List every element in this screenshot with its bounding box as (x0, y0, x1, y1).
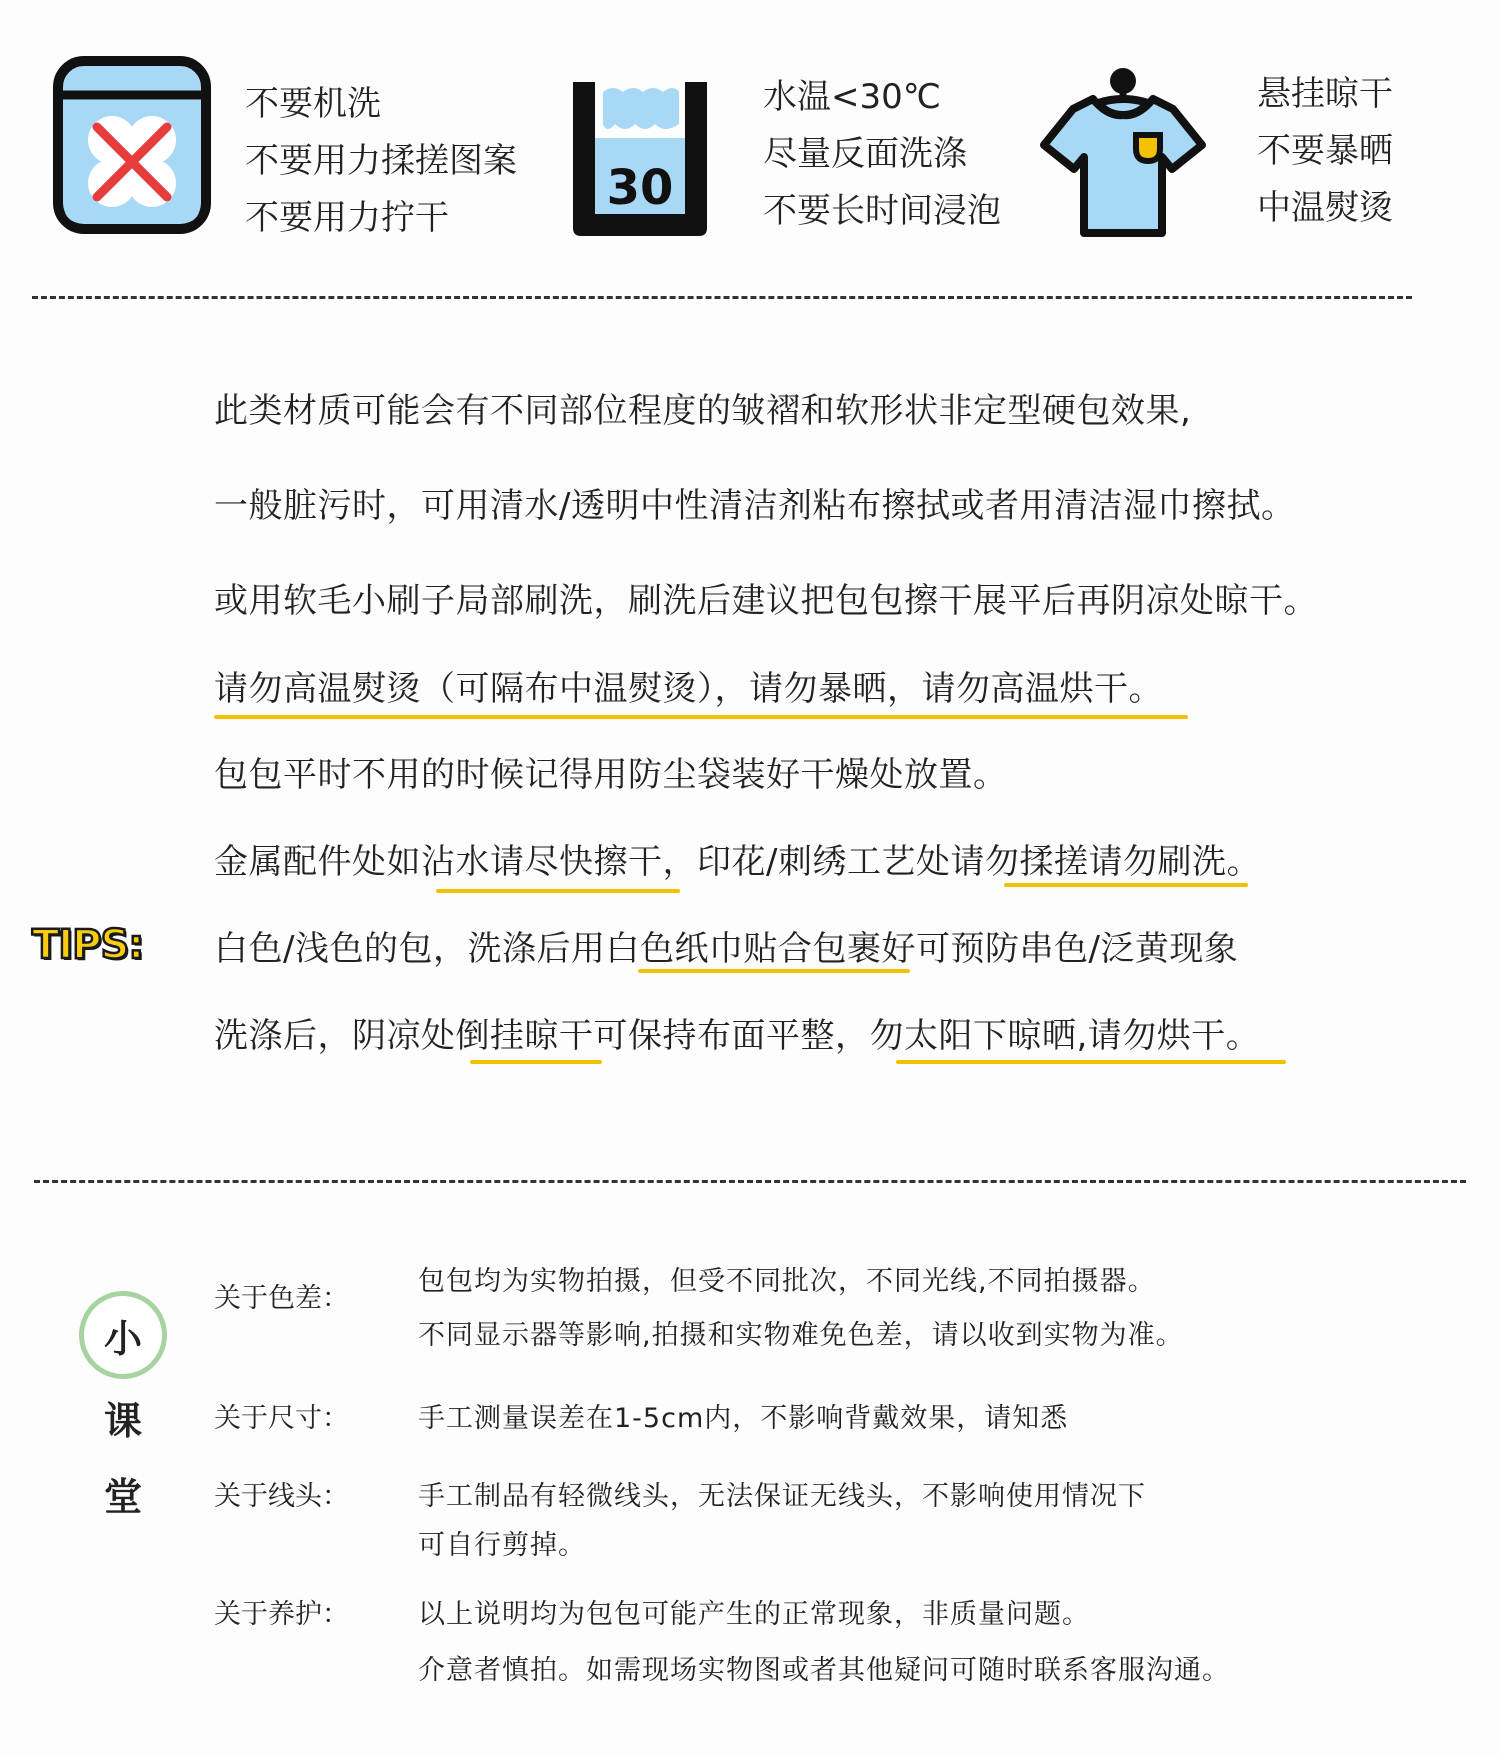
small-class-badge: 小 (79, 1291, 167, 1379)
tip-line: 或用软毛小刷子局部刷洗，刷洗后建议把包包擦干展平后再阴凉处晾干。 (214, 581, 1318, 621)
wash-care-text (245, 76, 517, 247)
faq-text: 介意者慎拍。如需现场实物图或者其他疑问可随时联系客服沟通。 (418, 1655, 1230, 1686)
tip-line: 金属配件处如沾水请尽快擦干，印花/刺绣工艺处请勿揉搓请勿刷洗。 (214, 842, 1261, 882)
care-line: 不要用力拧干 (245, 198, 449, 238)
faq-label-thread: 关于线头： (214, 1481, 349, 1512)
divider-middle (34, 1180, 1466, 1183)
small-class-char: 课 (104, 1399, 143, 1443)
highlight-underline (436, 889, 680, 893)
tip-line: 一般脏污时，可用清水/透明中性清洁剂粘布擦拭或者用清洁湿巾擦拭。 (214, 486, 1296, 526)
wash-30-icon (565, 78, 715, 240)
highlight-underline (470, 1060, 602, 1064)
wash-temp-label: 30 (606, 160, 674, 216)
care-line: 水温<30℃ (763, 77, 941, 117)
highlight-underline (896, 1060, 1286, 1064)
faq-text: 以上说明均为包包可能产生的正常现象，非质量问题。 (418, 1599, 1090, 1630)
faq-text: 手工测量误差在1-5cm内，不影响背戴效果，请知悉 (418, 1403, 1069, 1434)
faq-text: 包包均为实物拍摄，但受不同批次，不同光线,不同拍摄器。 (418, 1266, 1156, 1297)
tip-line: 此类材质可能会有不同部位程度的皱褶和软形状非定型硬包效果, (214, 391, 1192, 431)
care-line: 不要机洗 (245, 84, 381, 124)
faq-text: 不同显示器等影响,拍摄和实物难免色差，请以收到实物为准。 (418, 1320, 1184, 1351)
hang-dry-shirt-icon (1038, 65, 1208, 240)
dry-care-text (1257, 66, 1393, 237)
faq-label-size: 关于尺寸： (214, 1403, 349, 1434)
care-line: 悬挂晾干 (1257, 74, 1393, 114)
no-machine-wash-icon (52, 55, 212, 235)
care-line: 尽量反面洗涤 (763, 134, 967, 174)
tip-line: 白色/浅色的包，洗涤后用白色纸巾贴合包裹好可预防串色/泛黄现象 (214, 929, 1239, 969)
tips-badge: TIPS: (32, 922, 144, 968)
divider-top (32, 296, 1412, 299)
faq-label-care: 关于养护： (214, 1599, 349, 1630)
care-icons-row (0, 0, 1500, 260)
faq-text: 可自行剪掉。 (418, 1530, 586, 1561)
small-class-char: 堂 (104, 1475, 143, 1519)
highlight-underline (214, 715, 1188, 719)
tip-line: 洗涤后，阴凉处倒挂晾干可保持布面平整，勿太阳下晾晒,请勿烘干。 (214, 1016, 1261, 1056)
care-line: 不要长时间浸泡 (763, 191, 1001, 231)
highlight-underline (1004, 883, 1248, 887)
care-line: 中温熨烫 (1257, 188, 1393, 228)
faq-label-color: 关于色差： (214, 1283, 349, 1314)
highlight-underline (638, 969, 910, 973)
tip-line: 包包平时不用的时候记得用防尘袋装好干燥处放置。 (214, 755, 1008, 795)
care-line: 不要用力揉搓图案 (245, 141, 517, 181)
tip-line: 请勿高温熨烫（可隔布中温熨烫），请勿暴晒，请勿高温烘干。 (214, 669, 1163, 709)
care-line: 不要暴晒 (1257, 131, 1393, 171)
faq-text: 手工制品有轻微线头，无法保证无线头，不影响使用情况下 (418, 1481, 1146, 1512)
temp-care-text (763, 69, 1001, 240)
